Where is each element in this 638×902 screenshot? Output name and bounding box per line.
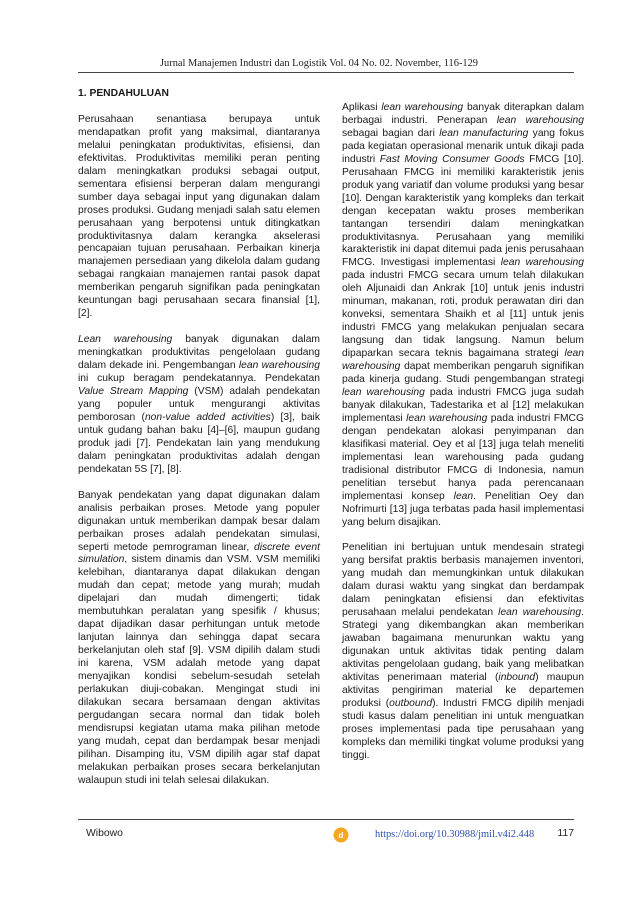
paragraph-lean-warehousing xyxy=(78,334,320,476)
paragraph-application xyxy=(342,102,584,529)
text-run: ) maupun aktivitas pengiriman material ke departemen produksi ( xyxy=(342,671,584,709)
svg-text:d: d xyxy=(338,831,344,840)
italic-term: inbound xyxy=(498,671,536,683)
italic-term: discrete event simulation xyxy=(78,541,320,566)
italic-term: lean warehousing xyxy=(496,114,584,126)
left-column xyxy=(78,88,320,801)
text-run: ). Industri FMCG dipilih menjadi studi kasus dalam penelitian ini untuk menguatkan proses implementasi pada tipe perusahaan yang kompleks dan memiliki tingkat volume produksi yang tinggi. xyxy=(342,697,584,761)
text-run: banyak diterapkan dalam berbagai industri. Penerapan xyxy=(342,102,585,126)
paragraph-objective xyxy=(342,542,584,762)
text-run: Banyak pendekatan yang dapat digunakan dalam analisis perbaikan proses. Metode yang populer digunakan untuk memberikan dampak besar dalam perbaikan proses adalah pendekatan simulasi, seperti metode pemrograman linear, xyxy=(78,489,320,553)
text-run: (VSM) adalah pendekatan yang populer untuk mengurangi aktivitas pemborosan ( xyxy=(78,386,320,423)
italic-term: outbound xyxy=(389,697,433,709)
text-run: pada industri FMCG secara umum telah dilakukan oleh Aljunaidi dan Ankrak [10] untuk jenis industri minuman, makanan, roti, produk perawatan diri dan konveksi, sementara Shaikh et al [11] untuk jenis industri FMCG yang melakukan penjualan secara langsung dan tidak langsung. Namun belum dipaparkan secara teknis bagaimana strategi xyxy=(342,270,584,360)
text-run: ) [3], baik untuk gudang bahan baku [4]–[6], maupun gudang produk jadi [7]. Pendekatan lain yang mendukung dalam peningkatan produktivitas adalah dengan pendekatan 5S [7], [8]. xyxy=(78,411,320,475)
italic-term: lean xyxy=(453,490,474,502)
italic-term: Fast Moving Consumer Goods xyxy=(379,153,525,165)
text-run: pada industri FMCG juga sudah banyak dilakukan, Tadestarika et al [12] melakukan implementasi xyxy=(342,386,584,424)
text-run: sebagai bagian dari xyxy=(342,127,440,139)
header-divider xyxy=(78,72,574,73)
italic-term: lean manufacturing xyxy=(439,127,529,139)
italic-term: lean warehousing xyxy=(406,412,488,424)
text-run: Penelitian ini bertujuan untuk mendesain strategi yang bersifat praktis berbasis manajemen inventori, yang mudah dan memungkinkan untuk dilakukan dalam durasi waktu yang singkat dan berdampak dalam peningkatan efisiensi dan efektivitas perusahaan melalui pendekatan xyxy=(342,542,584,619)
text-run: . Strategi yang dikembangkan akan memberikan jawaban bagaimana menurunkan waktu yang digunakan untuk aktivitas tidak penting dalam aktivitas pengelolaan gudang, baik yang melibatkan aktivitas penerimaan material ( xyxy=(342,607,584,683)
doi-link[interactable]: https://doi.org/10.30988/jmil.v4i2.448 xyxy=(375,829,535,840)
page-number: 117 xyxy=(557,828,574,839)
doi-logo-icon xyxy=(333,827,349,843)
text-run: pada industri FMCG dengan pendekatan alokasi penyimpanan dan klasifikasi material. Oey et al [13] juga telah meneliti implementasi lean warehousing pada gudang tradisional distributor FMCG di Indonesia, namun penelitian tersebut hanya pada perencanaan implementasi konsep xyxy=(342,412,585,502)
italic-term: lean warehousing xyxy=(238,360,321,372)
text-run: Aplikasi xyxy=(342,102,382,113)
journal-header: Jurnal Manajemen Industri dan Logistik Vol. 04 No. 02. November, 116-129 xyxy=(160,58,478,69)
footer-author: Wibowo xyxy=(86,828,123,839)
text-run: ini cukup beragam pendekatannya. Pendekatan xyxy=(78,373,320,385)
text-run: FMCG [10]. Perusahaan FMCG ini memiliki karakteristik jenis produk yang variatif dan volume produksi yang besar [10]. Dengan karakteristik yang kompleks dan terkait dengan kecepatan waktu proses memberikan tantangan tersendiri dalam meningkatkan produktivitasnya. Perusahaan yang memiliki karakteristik ini dapat ditemui pada jenis perusahaan FMCG. Investigasi implementasi xyxy=(342,153,584,269)
italic-term: lean warehousing xyxy=(381,102,464,113)
italic-term: lean warehousing xyxy=(342,386,425,398)
text-run: banyak digunakan dalam meningkatkan produktivitas pengelolaan gudang dalam dekade ini. Pengembangan xyxy=(78,334,320,372)
paragraph-intro: Perusahaan senantiasa berupaya untuk mendapatkan profit yang maksimal, diantaranya melalui peningkatan produktivitas, efisiensi, dan efektivitas. Produktivitas memiliki peran penting dalam meningkatkan produksi sebagai output, sementara efisiensi berperan dalam mengurangi sumber daya sebagai input yang digunakan dalam proses produksi. Gudang menjadi salah satu elemen perusahaan yang berpotensi untuk ditingkatkan produktivitasnya dalam kerangka akselerasi pencapaian tujuan perusahaan. Perbaikan kinerja manajemen persediaan yang dikelola dalam gudang sebagai rangkaian manajemen rantai pasok dapat memberikan pengaruh signifikan pada peningkatan keuntungan bagi perusahaan secara finansial [1], [2]. xyxy=(78,113,320,320)
right-column xyxy=(342,102,584,776)
italic-term: lean warehousing xyxy=(342,348,584,373)
text-run: . Penelitian Oey dan Nofrimurti [13] juga terbatas pada hasil implementasi yang belum disajikan. xyxy=(342,490,584,528)
text-run: , sistem dinamis dan VSM. VSM memiliki kelebihan, diantaranya dapat dilakukan dengan mudah dan cepat; metode yang murah; mudah dipelajari dan mudah dimengerti; tidak membutuhkan peralatan yang spesifik / khusus; dapat dijadikan dasar perhitungan untuk metode lanjutan lainnya dan sehingga dapat secara berkelanjutan oleh staf [9]. VSM dipilih dalam studi ini karena, VSM adalah metode yang dapat menyajikan kondisi sebelum-sesudah setelah perlakukan diuji-cobakan. Mengingat studi ini dilakukan secara bersamaan dengan aktivitas pergudangan secara normal dan tidak boleh mendisrupsi kegiatan utama maka pilihan metode yang mudah, cepat dan berdampak besar menjadi pilihan. Disamping itu, VSM dipilih agar staf dapat melakukan perbaikan proses secara berkelanjutan walaupun studi ini telah selesai dilakukan. xyxy=(78,554,320,786)
italic-term: Value Stream Mapping xyxy=(78,386,189,398)
text-run: dapat memberikan pengaruh signifikan pada kinerja gudang. Studi pengembangan strategi xyxy=(342,361,584,386)
page-footer xyxy=(78,828,574,846)
italic-term: lean warehousing xyxy=(500,257,584,269)
section-heading: 1. PENDAHULUAN xyxy=(78,88,169,99)
footer-divider xyxy=(78,819,574,820)
text-run: yang fokus pada kegiatan operasional menarik untuk dikaji pada industri xyxy=(342,127,584,165)
italic-term: non-value added activities xyxy=(144,411,271,423)
italic-term: Lean warehousing xyxy=(78,334,173,346)
italic-term: lean warehousing xyxy=(498,607,582,619)
paragraph-simulation xyxy=(78,490,320,788)
